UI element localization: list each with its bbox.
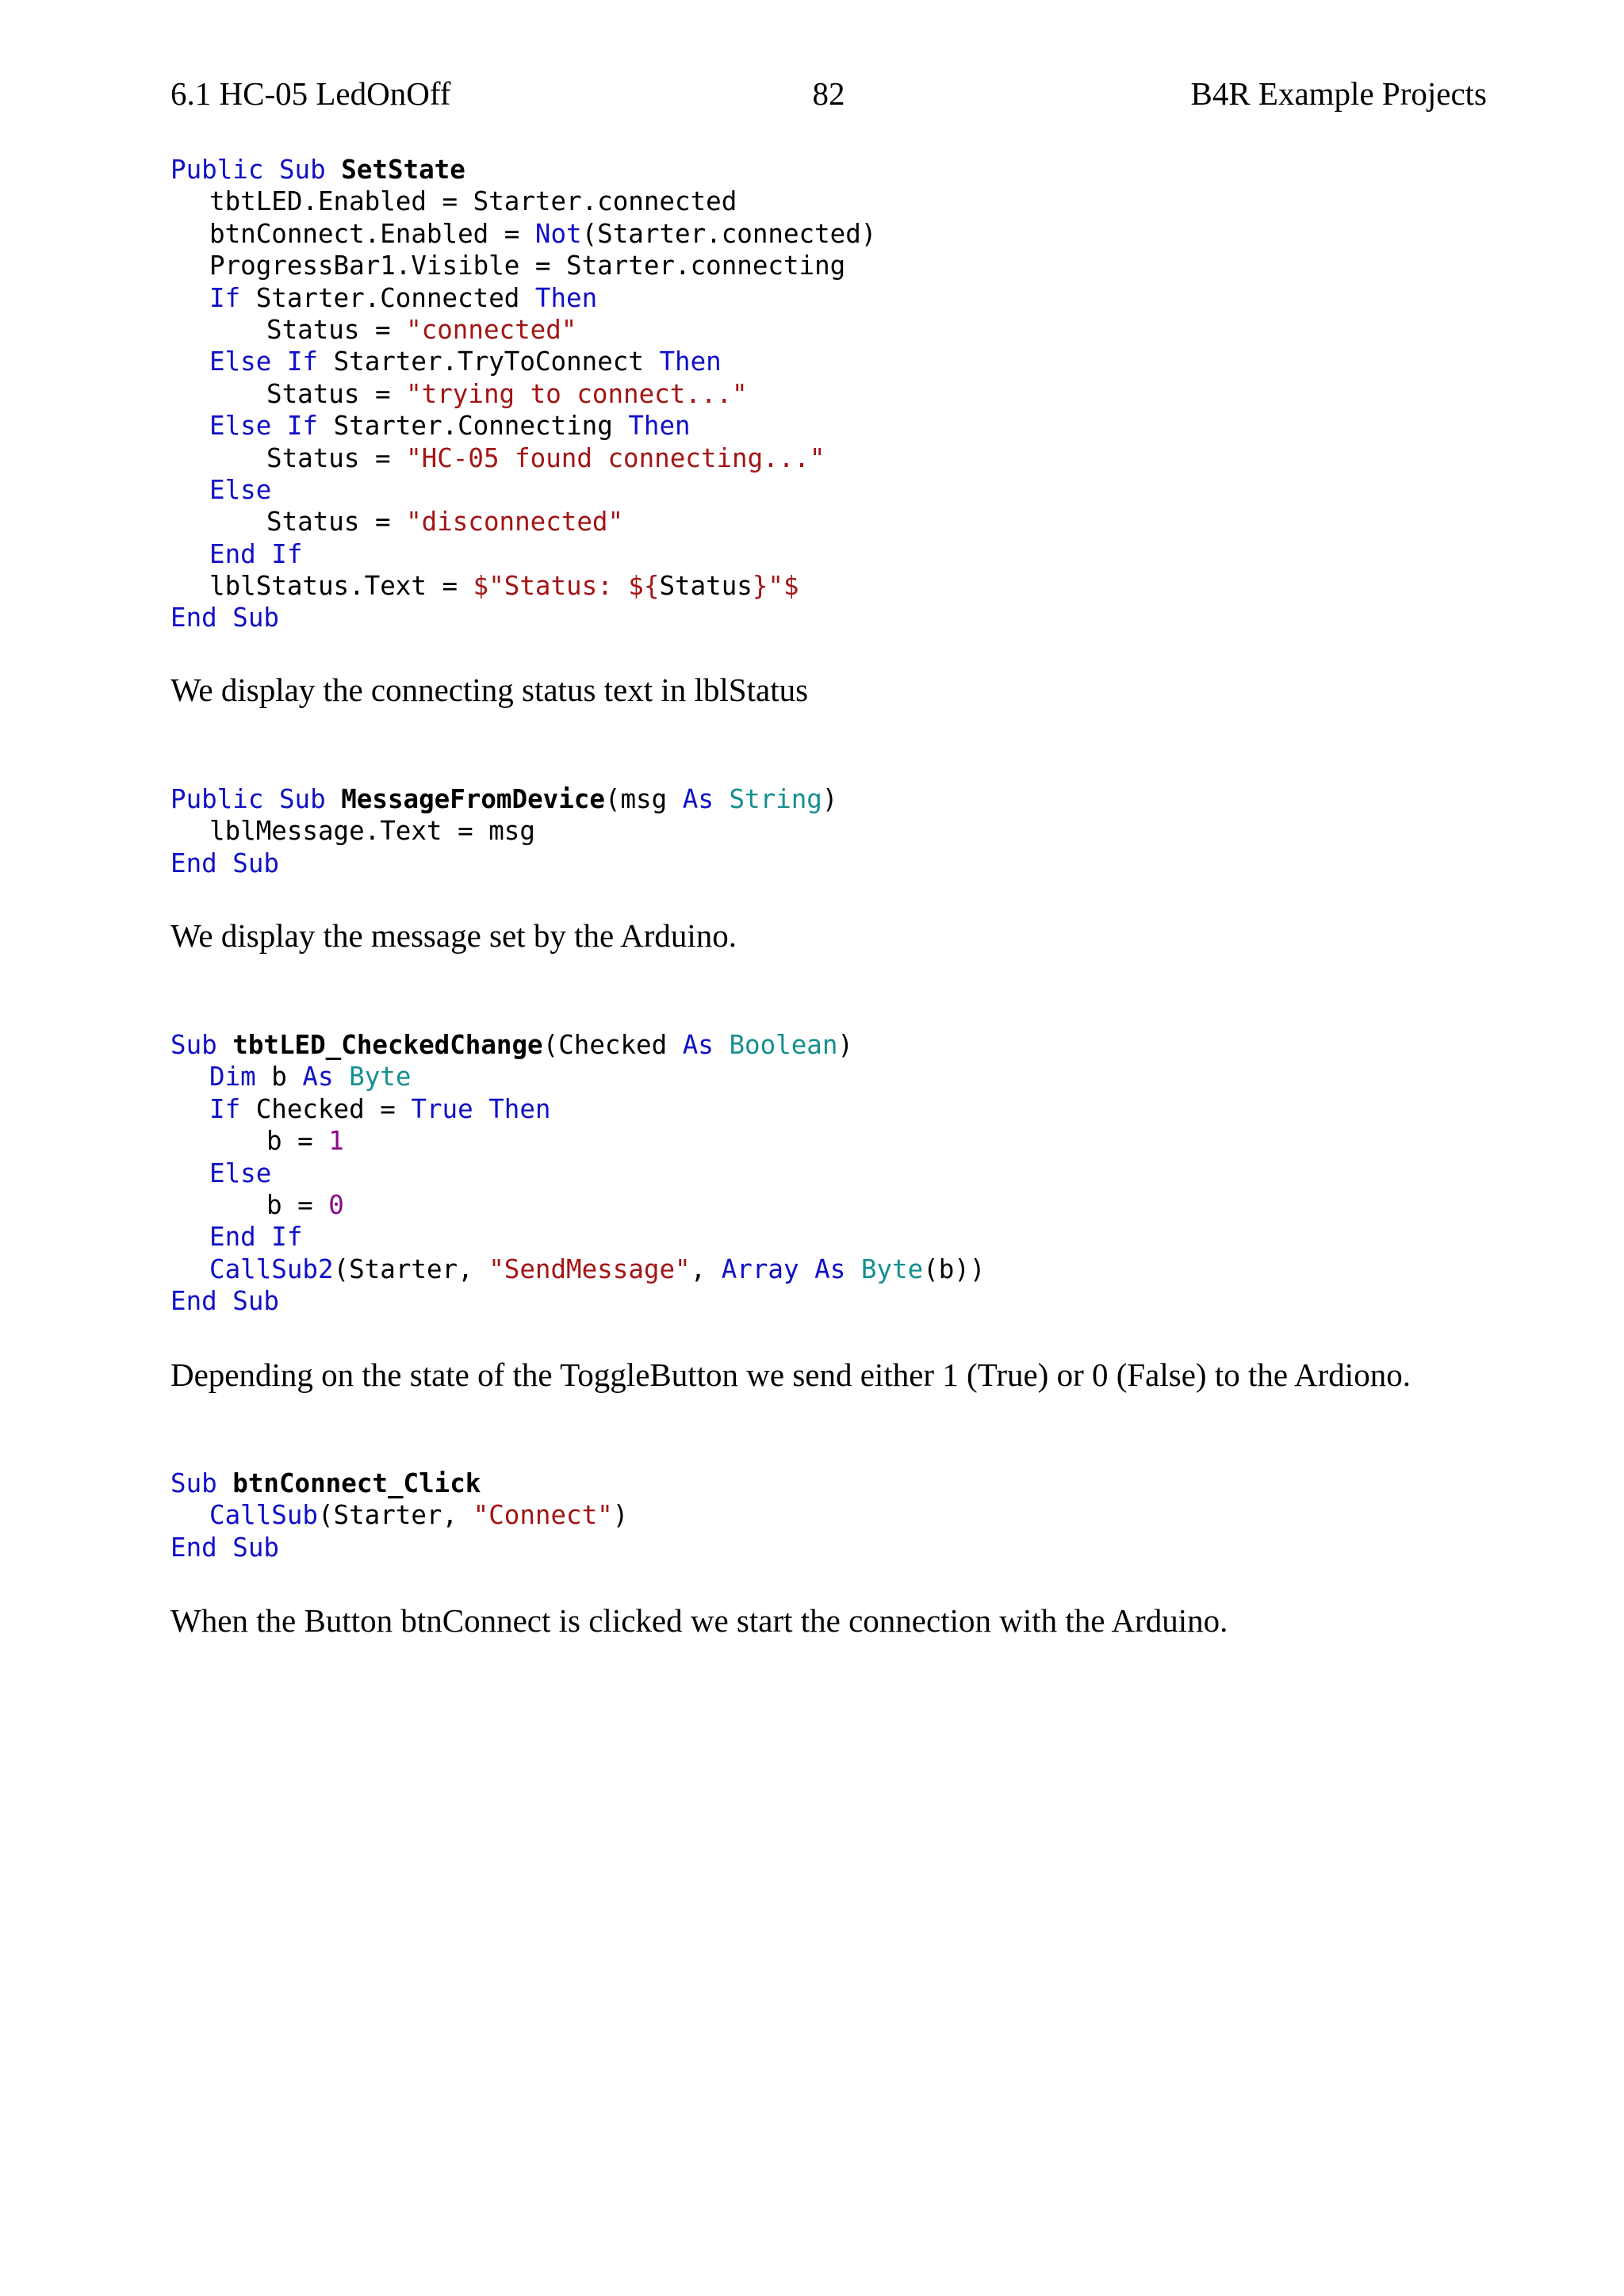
code-line: Else If Starter.TryToConnect Then xyxy=(209,346,722,377)
code-line: End If xyxy=(209,538,303,569)
code-line: End Sub xyxy=(170,848,279,878)
code-line: Else xyxy=(209,474,272,505)
code-line: End Sub xyxy=(170,1532,279,1563)
code-block-connect-click xyxy=(170,1468,628,1563)
code-line: lblStatus.Text = $"Status: ${Status}"$ xyxy=(209,571,799,602)
section-title: 6.1 HC-05 LedOnOff xyxy=(170,75,451,112)
code-line: Else If Starter.Connecting Then xyxy=(209,411,691,442)
code-line: btnConnect.Enabled = Not(Starter.connected) xyxy=(209,218,877,249)
code-line: tbtLED.Enabled = Starter.connected xyxy=(209,186,737,217)
code-line: Sub btnConnect_Click xyxy=(170,1468,481,1498)
setstate-description: We display the connecting status text in lblStatus xyxy=(170,672,809,708)
connect-click-description: When the Button btnConnect is clicked we start the connection with the Arduino. xyxy=(170,1602,1228,1639)
code-line: Status = "HC-05 found connecting..." xyxy=(266,442,825,473)
code-line: If Starter.Connected Then xyxy=(209,282,598,313)
code-block-setstate xyxy=(170,154,876,634)
code-line: End Sub xyxy=(170,603,279,633)
code-line: Sub tbtLED_CheckedChange(Checked As Boolean) xyxy=(170,1030,853,1060)
code-line: Dim b As Byte xyxy=(209,1062,412,1093)
code-line: Else xyxy=(209,1158,272,1188)
code-line: CallSub2(Starter, "SendMessage", Array As Byte(b)) xyxy=(209,1253,986,1284)
code-block-message xyxy=(170,783,837,879)
code-line: lblMessage.Text = msg xyxy=(209,816,535,847)
page-number: 82 xyxy=(812,75,845,112)
code-line: If Checked = True Then xyxy=(209,1093,551,1124)
code-line: Public Sub MessageFromDevice(msg As String) xyxy=(170,784,838,814)
code-line: End If xyxy=(209,1222,303,1253)
code-line: b = 0 xyxy=(266,1189,344,1220)
code-line: Status = "disconnected" xyxy=(266,507,624,538)
book-title: B4R Example Projects xyxy=(1190,75,1487,112)
code-line: Status = "connected" xyxy=(266,314,577,345)
code-line: Public Sub SetState xyxy=(170,155,465,185)
message-description: We display the message set by the Arduino. xyxy=(170,917,737,954)
checked-change-description: Depending on the state of the ToggleButton we send either 1 (True) or 0 (False) to the Ardiono. xyxy=(170,1357,1411,1393)
page-header xyxy=(170,75,1487,122)
code-line: End Sub xyxy=(170,1286,279,1317)
code-block-checked-change xyxy=(170,1029,985,1318)
code-line: b = 1 xyxy=(266,1126,344,1157)
code-line: Status = "trying to connect..." xyxy=(266,378,748,409)
code-line: CallSub(Starter, "Connect") xyxy=(209,1500,629,1531)
code-line: ProgressBar1.Visible = Starter.connecting xyxy=(209,251,846,281)
